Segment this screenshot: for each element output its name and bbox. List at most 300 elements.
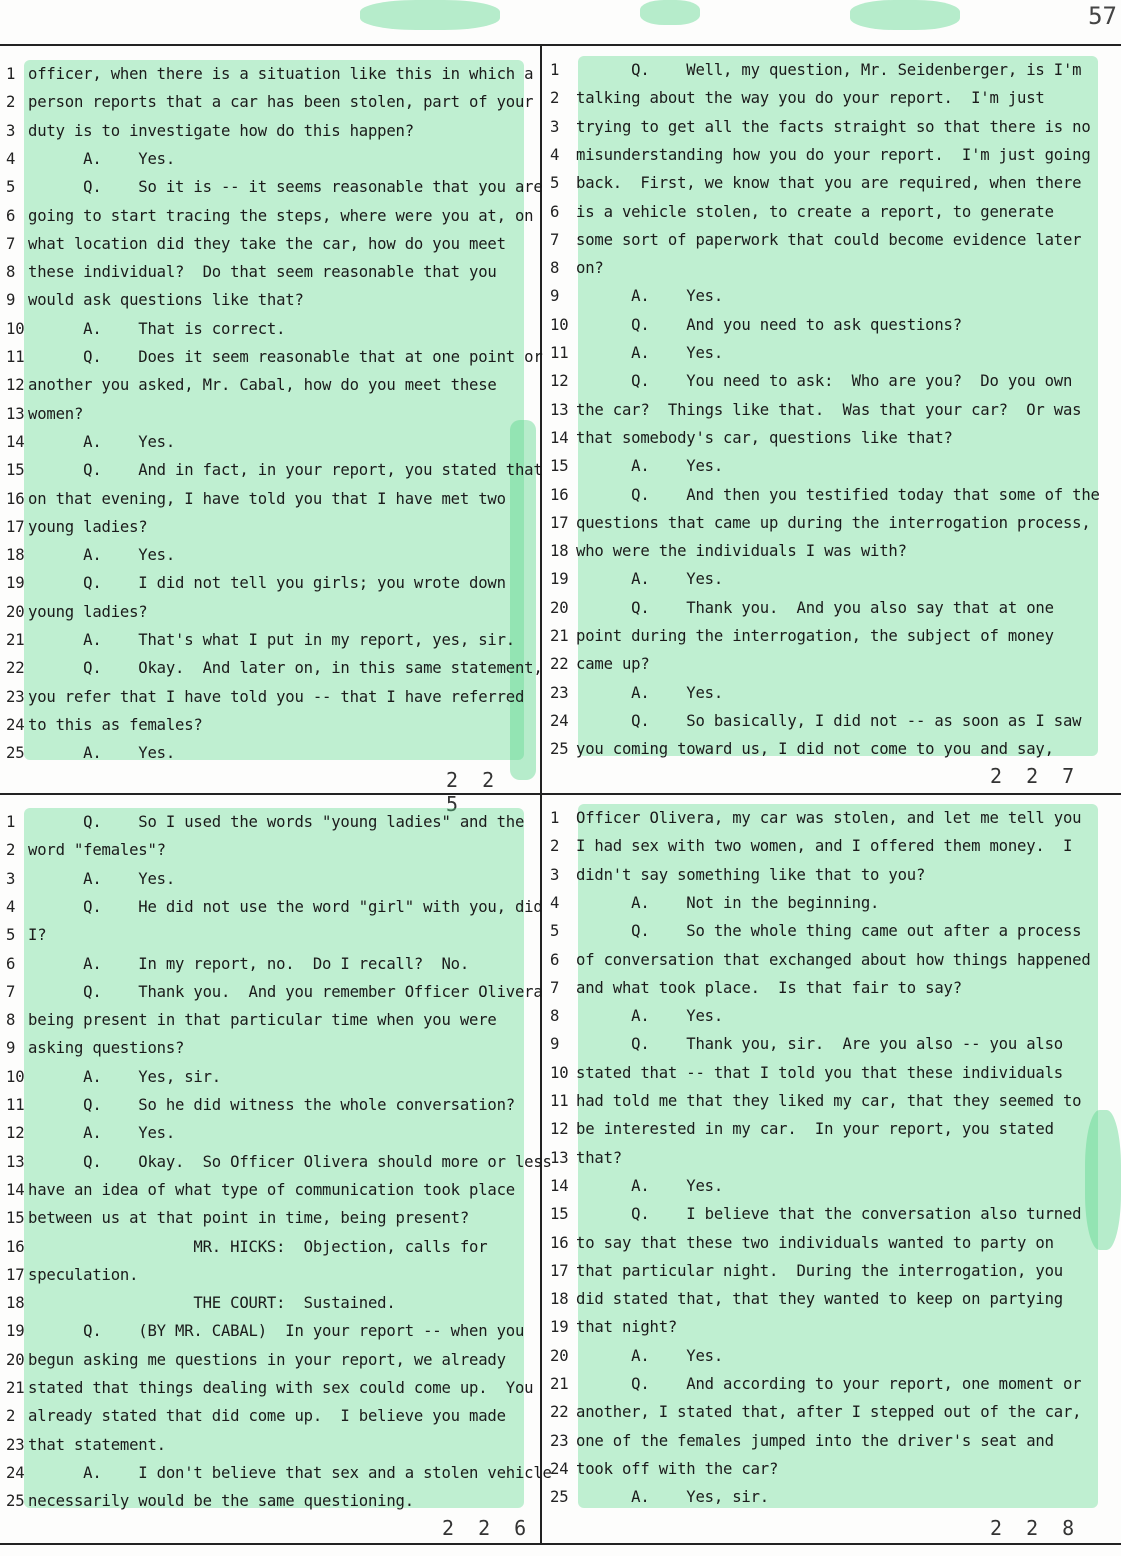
line-number: 22: [6, 659, 25, 678]
line-number: 11: [550, 1092, 569, 1110]
line-text: A. Yes.: [28, 744, 176, 763]
line-number: 20: [550, 598, 569, 617]
line-number: 16: [6, 489, 25, 508]
line-text: I had sex with two women, and I offered them money. I: [576, 837, 1073, 856]
line-number: 13: [550, 400, 569, 419]
line-text: necessarily would be the same questioning.: [28, 1492, 414, 1511]
transcript-line: [6, 1063, 221, 1091]
line-text: is a vehicle stolen, to create a report, to generate: [576, 202, 1054, 221]
transcript-line: [6, 485, 506, 513]
line-text: Q. Thank you. And you remember Officer Olivera: [28, 982, 543, 1001]
line-number: 15: [6, 461, 25, 480]
transcript-line: [6, 456, 543, 484]
transcript-line: [6, 569, 506, 597]
line-number: 23: [6, 1435, 25, 1454]
line-text: person reports that a car has been stolen, part of your: [28, 93, 534, 112]
line-number: 3: [6, 121, 16, 140]
line-number: 14: [6, 1180, 25, 1199]
line-number: 18: [550, 1290, 569, 1309]
line-text: being present in that particular time when you were: [28, 1011, 497, 1030]
line-number: 8: [550, 1007, 560, 1026]
line-number: 25: [6, 1492, 25, 1511]
transcript-line: [6, 1431, 166, 1459]
transcript-line: [550, 1313, 677, 1341]
transcript-line: [6, 286, 304, 314]
line-number: 9: [550, 287, 560, 306]
line-number: 4: [6, 149, 16, 168]
line-number: 5: [550, 922, 560, 941]
transcript-line: [6, 513, 147, 541]
line-number: 5: [550, 174, 560, 193]
transcript-line: [6, 654, 543, 682]
line-number: 4: [6, 897, 16, 916]
transcript-line: [6, 1289, 396, 1317]
line-text: Q. So I used the words "young ladies" and the: [28, 813, 525, 831]
transcript-line: [550, 424, 953, 452]
line-text: A. Yes, sir.: [576, 1488, 769, 1507]
top-rule: [0, 44, 1121, 46]
line-text: speculation.: [28, 1265, 139, 1284]
line-text: MR. HICKS: Objection, calls for: [28, 1237, 488, 1256]
line-text: A. I don't believe that sex and a stolen vehicle: [28, 1463, 552, 1482]
transcript-line: [550, 452, 723, 480]
transcript-line: [6, 145, 175, 173]
transcript-line: [550, 84, 1045, 112]
line-number: 14: [550, 428, 569, 447]
page-number: 2 2 6: [442, 1516, 533, 1540]
transcript-line: [550, 707, 1081, 735]
transcript-line: [6, 1346, 506, 1374]
transcript-line: [550, 917, 1081, 945]
line-text: young ladies?: [28, 602, 148, 621]
page-number: 2 2 7: [990, 764, 1081, 788]
transcript-line: [550, 141, 1091, 169]
line-text: Q. And then you testified today that some of the: [576, 485, 1100, 504]
line-number: 8: [6, 263, 16, 282]
line-text: A. Yes.: [28, 149, 176, 168]
line-text: young ladies?: [28, 517, 148, 536]
transcript-line: [550, 594, 1054, 622]
line-number: 23: [6, 687, 25, 706]
line-text: had told me that they liked my car, that they seemed to: [576, 1092, 1082, 1110]
line-text: the car? Things like that. Was that your car? Or was: [576, 400, 1082, 419]
line-number: 21: [6, 1379, 25, 1397]
transcript-line: [550, 1483, 769, 1511]
line-text: A. Yes.: [28, 1124, 176, 1143]
line-text: these individual? Do that seem reasonable that you: [28, 263, 497, 282]
line-text: back. First, we know that you are required, when there: [576, 174, 1082, 193]
transcript-line: [6, 173, 543, 201]
transcript-line: [6, 1317, 524, 1345]
line-number: 25: [550, 740, 569, 759]
transcript-page-225: [6, 60, 543, 816]
line-text: what location did they take the car, how do you meet: [28, 234, 506, 253]
transcript-line: [550, 804, 1081, 832]
line-number: 10: [6, 319, 25, 338]
line-text: THE COURT: Sustained.: [28, 1294, 396, 1313]
line-number: 18: [550, 542, 569, 561]
line-number: 7: [6, 982, 16, 1001]
transcript-line: [550, 1172, 723, 1200]
transcript-line: [550, 169, 1081, 197]
line-text: A. Yes.: [28, 869, 176, 888]
line-number: 11: [550, 344, 569, 362]
line-number: 16: [6, 1237, 25, 1256]
transcript-line: [6, 1233, 487, 1261]
transcript-line: [6, 1261, 138, 1289]
transcript-line: [6, 808, 524, 836]
transcript-line: [550, 282, 723, 310]
line-number: 7: [550, 978, 560, 997]
transcript-line: [550, 113, 1091, 141]
line-text: that particular night. During the interrogation, you: [576, 1261, 1063, 1280]
line-number: 25: [6, 744, 25, 763]
line-number: 7: [6, 234, 16, 253]
line-text: on that evening, I have told you that I have met two: [28, 489, 506, 508]
transcript-line: [550, 537, 907, 565]
line-text: that somebody's car, questions like that?: [576, 428, 953, 447]
line-text: you refer that I have told you -- that I have referred: [28, 687, 525, 706]
line-number: 21: [550, 627, 569, 645]
line-text: stated that -- that I told you that these individuals: [576, 1063, 1063, 1082]
line-text: asking questions?: [28, 1039, 185, 1058]
line-text: Q. And you need to ask questions?: [576, 315, 962, 334]
transcript-line: [550, 1370, 1081, 1398]
line-number: 21: [550, 1375, 569, 1393]
line-number: 20: [550, 1346, 569, 1365]
line-text: A. Yes.: [576, 1346, 724, 1365]
transcript-line: [6, 1034, 184, 1062]
transcript-line: [550, 1342, 723, 1370]
line-number: 25: [550, 1488, 569, 1507]
middle-rule: [0, 793, 1121, 795]
transcript-line: [6, 865, 175, 893]
line-text: Q. Okay. So Officer Olivera should more or less: [28, 1152, 552, 1171]
transcript-line: [550, 974, 962, 1002]
line-text: A. Yes.: [28, 432, 176, 451]
line-number: 5: [6, 926, 16, 945]
line-number: 4: [550, 893, 560, 912]
line-number: 23: [550, 1431, 569, 1450]
transcript-line: [6, 202, 533, 230]
transcript-line: [550, 1455, 778, 1483]
line-number: 18: [6, 546, 25, 565]
line-text: A. That's what I put in my report, yes, sir.: [28, 631, 515, 649]
transcript-line: [550, 861, 925, 889]
line-number: 2: [550, 837, 560, 856]
line-text: that?: [576, 1148, 622, 1167]
line-number: 6: [6, 954, 16, 973]
line-number: 15: [550, 1205, 569, 1224]
transcript-line: [550, 1144, 622, 1172]
line-text: A. Yes.: [576, 1007, 724, 1026]
line-text: on?: [576, 259, 604, 278]
line-number: 11: [6, 348, 25, 366]
line-number: 13: [550, 1148, 569, 1167]
line-text: I?: [28, 926, 47, 945]
line-number: 17: [550, 1261, 569, 1280]
line-text: between us at that point in time, being present?: [28, 1209, 470, 1228]
line-text: to say that these two individuals wanted to party on: [576, 1233, 1054, 1252]
line-text: Q. (BY MR. CABAL) In your report -- when you: [28, 1322, 525, 1341]
line-text: questions that came up during the interrogation process,: [576, 513, 1091, 532]
line-text: stated that things dealing with sex could come up. You: [28, 1379, 534, 1397]
line-text: A. Yes.: [576, 457, 724, 476]
highlight-smudge: [360, 0, 500, 30]
line-number: 20: [6, 602, 25, 621]
transcript-line: [6, 626, 515, 654]
transcript-line: [550, 1285, 1063, 1313]
line-text: Q. So basically, I did not -- as soon as I saw: [576, 711, 1082, 730]
transcript-line: [550, 889, 879, 917]
transcript-line: [550, 198, 1054, 226]
line-number: 5: [6, 178, 16, 197]
line-number: 12: [6, 1124, 25, 1143]
transcript-line: [550, 1059, 1063, 1087]
transcript-line: [6, 893, 543, 921]
transcript-line: [6, 978, 543, 1006]
transcript-line: [550, 481, 1100, 509]
line-text: that night?: [576, 1318, 678, 1337]
line-number: 23: [550, 683, 569, 702]
highlight-smudge: [850, 0, 960, 30]
center-divider: [540, 44, 542, 1544]
line-text: Q. And according to your report, one moment or: [576, 1375, 1082, 1393]
transcript-line: [6, 1374, 533, 1402]
transcript-line: [6, 711, 203, 739]
line-text: you coming toward us, I did not come to you and say,: [576, 740, 1054, 759]
line-text: Q. He did not use the word "girl" with you, did: [28, 897, 543, 916]
page-number: 2 2 5: [446, 768, 501, 816]
line-text: misunderstanding how you do your report. I'm just going: [576, 145, 1091, 164]
line-text: Q. Well, my question, Mr. Seidenberger, is I'm: [576, 61, 1082, 79]
line-number: 1: [550, 61, 560, 79]
line-text: Officer Olivera, my car was stolen, and let me tell you: [576, 809, 1082, 827]
line-number: 8: [550, 259, 560, 278]
line-text: to this as females?: [28, 715, 203, 734]
transcript-line: [6, 1176, 515, 1204]
line-number: 1: [6, 65, 16, 83]
line-number: 3: [550, 865, 560, 884]
line-text: Q. And in fact, in your report, you stated that: [28, 461, 543, 480]
transcript-line: [550, 1200, 1081, 1228]
line-text: did stated that, that they wanted to keep on partying: [576, 1290, 1063, 1309]
line-number: 17: [6, 517, 25, 536]
sheet-number: 57: [1088, 2, 1117, 30]
line-text: that statement.: [28, 1435, 166, 1454]
transcript-line: [6, 1402, 506, 1430]
transcript-page-228: [550, 804, 1116, 1542]
line-text: would ask questions like that?: [28, 291, 304, 310]
line-number: 4: [550, 145, 560, 164]
line-number: 9: [6, 291, 16, 310]
line-number: 11: [6, 1096, 25, 1114]
transcript-line: [550, 1002, 723, 1030]
line-number: 12: [550, 1120, 569, 1139]
transcript-line: [550, 1257, 1063, 1285]
line-number: 19: [6, 574, 25, 593]
transcript-line: [6, 88, 533, 116]
transcript-line: [550, 679, 723, 707]
transcript-page-227: [550, 56, 1116, 790]
line-text: came up?: [576, 655, 650, 674]
line-text: A. Yes.: [576, 570, 724, 589]
transcript-line: [6, 1459, 552, 1487]
transcript-line: [550, 254, 604, 282]
transcript-line: [550, 946, 1091, 974]
transcript-line: [6, 1487, 414, 1515]
line-number: 8: [6, 1011, 16, 1030]
line-text: have an idea of what type of communication took place: [28, 1180, 515, 1199]
line-number: 9: [550, 1035, 560, 1054]
line-number: 20: [6, 1350, 25, 1369]
transcript-line: [6, 683, 524, 711]
transcript-line: [6, 117, 414, 145]
line-text: women?: [28, 404, 84, 423]
line-text: one of the females jumped into the driver's seat and: [576, 1431, 1054, 1450]
transcript-line: [550, 650, 650, 678]
line-text: A. In my report, no. Do I recall? No.: [28, 954, 470, 973]
line-number: 3: [6, 869, 16, 888]
transcript-line: [6, 428, 175, 456]
line-text: Q. So it is -- it seems reasonable that you are: [28, 178, 543, 197]
line-number: 22: [550, 1403, 569, 1422]
transcript-line: [6, 315, 285, 343]
transcript-line: [550, 1115, 1054, 1143]
line-text: already stated that did come up. I believe you made: [28, 1407, 506, 1426]
line-text: Q. Okay. And later on, in this same statement,: [28, 659, 543, 678]
transcript-page-226: [6, 808, 552, 1542]
line-text: Q. Thank you, sir. Are you also -- you also: [576, 1035, 1063, 1054]
transcript-line: [6, 400, 83, 428]
transcript-line: [550, 339, 723, 367]
transcript-line: [6, 1091, 515, 1119]
line-text: some sort of paperwork that could become evidence later: [576, 230, 1082, 249]
line-number: 12: [550, 372, 569, 391]
line-text: another you asked, Mr. Cabal, how do you meet these: [28, 376, 497, 395]
line-number: 6: [550, 950, 560, 969]
line-number: 19: [550, 1318, 569, 1337]
line-text: Q. Does it seem reasonable that at one point or: [28, 348, 543, 366]
line-number: 1: [6, 813, 16, 831]
transcript-line: [6, 921, 46, 949]
line-number: 16: [550, 485, 569, 504]
line-number: 6: [6, 206, 16, 225]
line-number: 15: [550, 457, 569, 476]
line-number: 24: [550, 1459, 569, 1478]
transcript-line: [550, 1087, 1081, 1115]
transcript-line: [6, 541, 175, 569]
transcript-line: [6, 258, 497, 286]
line-number: 2: [6, 841, 16, 860]
transcript-line: [6, 230, 506, 258]
transcript-line: [6, 950, 469, 978]
line-text: Q. Thank you. And you also say that at one: [576, 598, 1054, 617]
line-text: didn't say something like that to you?: [576, 865, 926, 884]
line-number: 19: [6, 1322, 25, 1341]
line-number: 15: [6, 1209, 25, 1228]
line-number: 12: [6, 376, 25, 395]
line-text: A. Not in the beginning.: [576, 893, 880, 912]
line-number: 2: [6, 1407, 16, 1426]
line-number: 2: [550, 89, 560, 108]
transcript-line: [550, 832, 1072, 860]
transcript-line: [6, 739, 175, 767]
line-text: A. Yes.: [576, 344, 724, 362]
page-number: 2 2 8: [990, 1516, 1081, 1540]
line-text: took off with the car?: [576, 1459, 779, 1478]
line-text: and what took place. Is that fair to say?: [576, 978, 962, 997]
transcript-line: [550, 565, 723, 593]
line-number: 10: [550, 315, 569, 334]
transcript-line: [550, 1229, 1054, 1257]
transcript-line: [550, 622, 1054, 650]
line-number: 24: [6, 715, 25, 734]
line-number: 24: [550, 711, 569, 730]
line-number: 10: [6, 1067, 25, 1086]
transcript-line: [550, 226, 1081, 254]
line-number: 10: [550, 1063, 569, 1082]
line-number: 2: [6, 93, 16, 112]
line-text: A. Yes.: [576, 683, 724, 702]
transcript-line: [6, 836, 166, 864]
line-text: duty is to investigate how do this happen?: [28, 121, 414, 140]
transcript-line: [6, 1148, 552, 1176]
transcript-line: [550, 1427, 1054, 1455]
highlight-smudge: [640, 0, 700, 25]
line-text: talking about the way you do your report. I'm just: [576, 89, 1045, 108]
line-text: A. Yes, sir.: [28, 1067, 221, 1086]
line-number: 7: [550, 230, 560, 249]
line-number: 21: [6, 631, 25, 649]
line-number: 22: [550, 655, 569, 674]
line-text: word "females"?: [28, 841, 166, 860]
line-number: 19: [550, 570, 569, 589]
transcript-line: [550, 735, 1054, 763]
transcript-line: [550, 1398, 1081, 1426]
transcript-line: [6, 371, 497, 399]
line-text: who were the individuals I was with?: [576, 542, 907, 561]
line-text: A. That is correct.: [28, 319, 286, 338]
line-text: another, I stated that, after I stepped out of the car,: [576, 1403, 1082, 1422]
transcript-line: [550, 509, 1091, 537]
line-number: 24: [6, 1463, 25, 1482]
line-text: officer, when there is a situation like this in which a: [28, 65, 534, 83]
line-text: A. Yes.: [576, 287, 724, 306]
transcript-line: [6, 1204, 469, 1232]
transcript-line: [550, 396, 1081, 424]
line-text: Q. So he did witness the whole conversation?: [28, 1096, 515, 1114]
line-text: be interested in my car. In your report, you stated: [576, 1120, 1054, 1139]
line-number: 17: [6, 1265, 25, 1284]
transcript-line: [6, 60, 533, 88]
line-number: 13: [6, 1152, 25, 1171]
transcript-line: [550, 1030, 1063, 1058]
line-text: Q. I believe that the conversation also turned: [576, 1205, 1082, 1224]
line-text: of conversation that exchanged about how things happened: [576, 950, 1091, 969]
line-text: begun asking me questions in your report, we already: [28, 1350, 506, 1369]
line-number: 6: [550, 202, 560, 221]
line-number: 9: [6, 1039, 16, 1058]
line-number: 14: [550, 1176, 569, 1195]
line-number: 13: [6, 404, 25, 423]
line-text: A. Yes.: [28, 546, 176, 565]
line-number: 16: [550, 1233, 569, 1252]
line-text: going to start tracing the steps, where were you at, on: [28, 206, 534, 225]
line-text: trying to get all the facts straight so that there is no: [576, 117, 1091, 136]
transcript-line: [550, 367, 1072, 395]
line-number: 1: [550, 809, 560, 827]
